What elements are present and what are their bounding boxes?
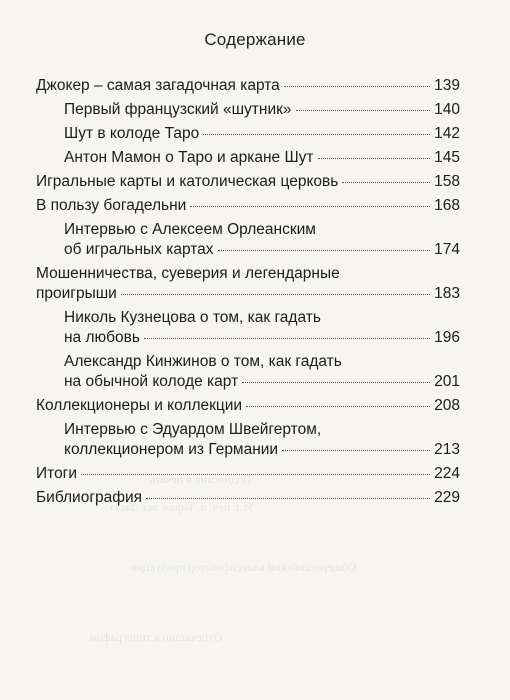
- toc-entry-line: [64, 308, 460, 328]
- toc-entry-title: коллекционером из Германии: [64, 441, 279, 458]
- toc-entry-line: [36, 172, 460, 192]
- table-of-contents: [36, 76, 460, 512]
- toc-entry: [64, 420, 460, 460]
- toc-entry-line: [36, 264, 460, 284]
- dot-leader: [342, 181, 430, 183]
- toc-entry-line: [64, 148, 460, 168]
- toc-page-number: 158: [434, 173, 460, 190]
- toc-entry: [36, 196, 460, 216]
- toc-entry: [64, 100, 460, 120]
- toc-page-number: 174: [434, 241, 460, 258]
- toc-entry-line: [64, 240, 460, 260]
- reverse-page-bleed-through: Подписано в печать Усл. печ. л. Тираж экз. Заказ Общероссийский классификатор продукции Отпечатано в типографии: [90, 472, 357, 644]
- toc-page-number: 201: [434, 373, 460, 390]
- dot-leader: [242, 381, 430, 383]
- dot-leader: [203, 133, 430, 135]
- toc-entry: [36, 464, 460, 484]
- toc-entry-title: Джокер – самая загадочная карта: [36, 77, 280, 94]
- toc-entry: [36, 264, 460, 304]
- toc-entry-line: [36, 284, 460, 304]
- dot-leader: [121, 293, 430, 295]
- toc-entry-line: [64, 328, 460, 348]
- toc-page-number: 196: [434, 329, 460, 346]
- toc-page-number: 208: [434, 397, 460, 414]
- dot-leader: [218, 249, 430, 251]
- toc-entry: [36, 396, 460, 416]
- toc-entry: [64, 148, 460, 168]
- toc-entry-line: [64, 420, 460, 440]
- toc-entry-title: Интервью с Алексеем Орлеанским: [64, 221, 316, 238]
- page-title: Содержание: [204, 30, 306, 49]
- toc-entry: [36, 172, 460, 192]
- toc-entry: [36, 488, 460, 508]
- toc-page-number: 183: [434, 285, 460, 302]
- toc-entry-title: Первый французский «шутник»: [64, 101, 292, 118]
- toc-entry: [64, 352, 460, 392]
- toc-entry-title: проигрыши: [36, 285, 117, 302]
- dot-leader: [144, 337, 430, 339]
- toc-entry-title: на любовь: [64, 329, 140, 346]
- toc-entry-line: [64, 100, 460, 120]
- toc-entry: [36, 76, 460, 96]
- toc-entry: [64, 308, 460, 348]
- toc-page-number: 139: [434, 77, 460, 94]
- toc-page-number: 142: [434, 125, 460, 142]
- toc-entry-title: В пользу богадельни: [36, 197, 187, 214]
- toc-page-number: 224: [434, 465, 460, 482]
- toc-page-number: 140: [434, 101, 460, 118]
- toc-entry-title: Антон Мамон о Таро и аркане Шут: [64, 149, 314, 166]
- toc-entry-line: [36, 76, 460, 96]
- toc-entry-line: [64, 124, 460, 144]
- toc-entry-line: [36, 464, 460, 484]
- toc-entry-title: Шут в колоде Таро: [64, 125, 200, 142]
- toc-entry-line: [64, 352, 460, 372]
- toc-entry-title: Александр Кинжинов о том, как гадать: [64, 353, 342, 370]
- toc-entry-title: Интервью с Эдуардом Швейгертом,: [64, 421, 322, 438]
- toc-page-number: 168: [434, 197, 460, 214]
- toc-entry-line: [64, 372, 460, 392]
- toc-entry: [64, 124, 460, 144]
- toc-entry-line: [64, 220, 460, 240]
- toc-entry-title: на обычной колоде карт: [64, 373, 239, 390]
- toc-entry-line: [36, 196, 460, 216]
- dot-leader: [146, 497, 430, 499]
- dot-leader: [246, 405, 430, 407]
- dot-leader: [284, 85, 430, 87]
- toc-entry-title: Коллекционеры и коллекции: [36, 397, 243, 414]
- dot-leader: [190, 205, 430, 207]
- toc-page-number: 145: [434, 149, 460, 166]
- dot-leader: [81, 473, 430, 475]
- toc-page-number: 213: [434, 441, 460, 458]
- toc-entry-title: об игральных картах: [64, 241, 214, 258]
- toc-entry-line: [36, 396, 460, 416]
- toc-entry-title: Мошенничества, суеверия и легендарные: [36, 265, 340, 282]
- toc-entry-title: Игральные карты и католическая церковь: [36, 173, 339, 190]
- toc-entry-title: Николь Кузнецова о том, как гадать: [64, 309, 321, 326]
- toc-entry-line: [64, 440, 460, 460]
- toc-page-number: 229: [434, 489, 460, 506]
- toc-entry-title: Итоги: [36, 465, 77, 482]
- dot-leader: [282, 449, 430, 451]
- toc-entry: [64, 220, 460, 260]
- toc-entry-line: [36, 488, 460, 508]
- dot-leader: [318, 157, 430, 159]
- dot-leader: [296, 109, 430, 111]
- toc-entry-title: Библиография: [36, 489, 143, 506]
